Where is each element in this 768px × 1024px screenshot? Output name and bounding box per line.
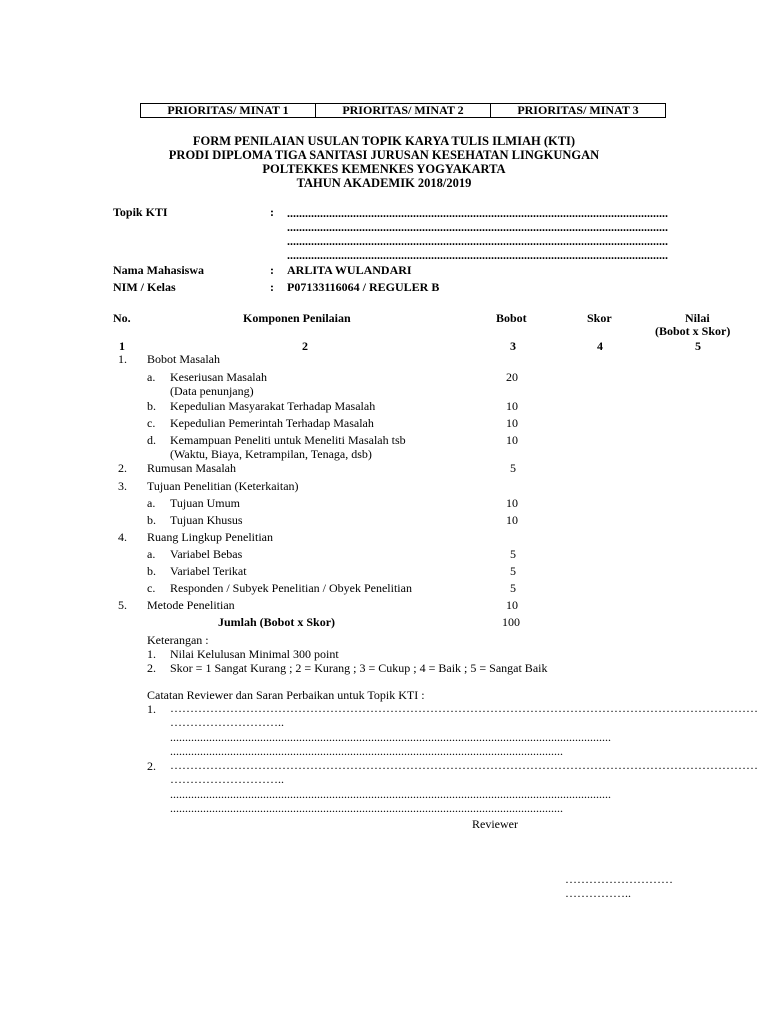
colnum-1: 1	[119, 339, 125, 353]
priority-cell-2: PRIORITAS/ MINAT 2	[316, 104, 491, 117]
topik-line-1: ...............................................................................................................................	[287, 206, 668, 220]
keterangan-text: Skor = 1 Sangat Kurang ; 2 = Kurang ; 3 = Cukup ; 4 = Baik ; 5 = Sangat Baik	[170, 661, 548, 675]
row-sub: b.	[147, 399, 156, 413]
topik-line-4: ...............................................................................................................................	[287, 248, 668, 262]
row-label: Kepedulian Pemerintah Terhadap Masalah	[170, 416, 374, 430]
row-no: 1.	[118, 352, 127, 366]
row-label: Keseriusan Masalah	[170, 370, 267, 384]
topik-line-2: ...............................................................................................................................	[287, 220, 668, 234]
nim-colon: :	[270, 280, 274, 294]
keterangan-text: Nilai Kelulusan Minimal 300 point	[170, 647, 339, 661]
row-no: 2.	[118, 461, 127, 475]
row-label: Kemampuan Peneliti untuk Meneliti Masalah tsb	[170, 433, 406, 447]
keterangan-no: 2.	[147, 661, 156, 675]
reviewer-signature-line: ………………………	[565, 872, 673, 886]
catatan-line: ...................................................................................................................................	[170, 744, 563, 758]
header-komponen: Komponen Penilaian	[243, 311, 351, 325]
nama-colon: :	[270, 263, 274, 277]
topik-line-3: ...............................................................................................................................	[287, 234, 668, 248]
reviewer-label: Reviewer	[472, 817, 518, 831]
header-bobot: Bobot	[496, 311, 527, 325]
row-sub: a.	[147, 547, 156, 561]
row-label: Responden / Subyek Penelitian / Obyek Penelitian	[170, 581, 412, 595]
row-bobot: 5	[510, 581, 516, 595]
header-no: No.	[113, 311, 131, 325]
header-nilai: Nilai	[685, 311, 710, 325]
row-no: 5.	[118, 598, 127, 612]
row-bobot: 10	[506, 399, 518, 413]
row-sub: a.	[147, 370, 156, 384]
catatan-label: Catatan Reviewer dan Saran Perbaikan untuk Topik KTI :	[147, 688, 425, 702]
row-label: Metode Penelitian	[147, 598, 235, 612]
catatan-line: ………………………..	[170, 715, 284, 729]
colnum-3: 3	[510, 339, 516, 353]
total-value: 100	[502, 615, 520, 629]
form-subtitle-year: TAHUN AKADEMIK 2018/2019	[296, 176, 472, 190]
row-bobot: 5	[510, 564, 516, 578]
nim-label: NIM / Kelas	[113, 280, 176, 294]
colnum-2: 2	[302, 339, 308, 353]
row-bobot: 10	[506, 433, 518, 447]
row-bobot: 5	[510, 461, 516, 475]
row-no: 4.	[118, 530, 127, 544]
colnum-5: 5	[695, 339, 701, 353]
row-sub: a.	[147, 496, 156, 510]
row-label: Tujuan Khusus	[170, 513, 243, 527]
form-subtitle-prodi: PRODI DIPLOMA TIGA SANITASI JURUSAN KESEHATAN LINGKUNGAN	[168, 148, 600, 162]
row-sub: b.	[147, 513, 156, 527]
catatan-line: ...................................................................................................................................................	[170, 730, 611, 744]
row-label: Kepedulian Masyarakat Terhadap Masalah	[170, 399, 376, 413]
row-label: Variabel Bebas	[170, 547, 243, 561]
reviewer-name-line: ……………..	[565, 886, 631, 900]
colnum-4: 4	[597, 339, 603, 353]
row-sub: c.	[147, 416, 156, 430]
row-label: Ruang Lingkup Penelitian	[147, 530, 273, 544]
row-bobot: 10	[506, 496, 518, 510]
form-title: FORM PENILAIAN USULAN TOPIK KARYA TULIS ILMIAH (KTI)	[192, 134, 576, 148]
row-bobot: 10	[506, 598, 518, 612]
row-bobot: 10	[506, 416, 518, 430]
priority-cell-3: PRIORITAS/ MINAT 3	[517, 103, 639, 117]
catatan-no-2: 2.	[147, 759, 156, 773]
keterangan-label: Keterangan :	[147, 633, 209, 647]
priority-cell-1: PRIORITAS/ MINAT 1	[141, 104, 316, 117]
topik-label: Topik KTI	[113, 205, 168, 219]
row-label-2: (Waktu, Biaya, Ketrampilan, Tenaga, dsb)	[170, 447, 372, 461]
row-sub: d.	[147, 433, 156, 447]
row-label: Tujuan Penelitian (Keterkaitan)	[147, 479, 299, 493]
catatan-no-1: 1.	[147, 702, 156, 716]
row-label: Variabel Terikat	[170, 564, 247, 578]
row-bobot: 20	[506, 370, 518, 384]
catatan-line: ...................................................................................................................................	[170, 801, 563, 815]
row-sub: c.	[147, 581, 156, 595]
form-subtitle-institution: POLTEKKES KEMENKES YOGYAKARTA	[262, 162, 506, 176]
nama-label: Nama Mahasiswa	[113, 263, 205, 277]
catatan-line: …………………………………………………………………………………………………………………………………	[170, 701, 758, 715]
priority-table	[140, 103, 666, 118]
row-label: Bobot Masalah	[147, 352, 220, 366]
row-no: 3.	[118, 479, 127, 493]
row-label: Rumusan Masalah	[147, 461, 236, 475]
total-label: Jumlah (Bobot x Skor)	[218, 615, 336, 629]
topik-colon: :	[270, 205, 274, 219]
row-bobot: 5	[510, 547, 516, 561]
catatan-line: ...................................................................................................................................................	[170, 787, 611, 801]
nama-value: ARLITA WULANDARI	[287, 263, 412, 277]
header-nilai-sub: (Bobot x Skor)	[655, 324, 731, 338]
row-label-2: (Data penunjang)	[170, 384, 254, 398]
keterangan-no: 1.	[147, 647, 156, 661]
nim-value: P07133116064 / REGULER B	[287, 280, 440, 294]
row-bobot: 10	[506, 513, 518, 527]
row-sub: b.	[147, 564, 156, 578]
row-label: Tujuan Umum	[170, 496, 240, 510]
header-skor: Skor	[587, 311, 612, 325]
catatan-line: ………………………..	[170, 772, 284, 786]
catatan-line: …………………………………………………………………………………………………………………………………	[170, 758, 758, 772]
